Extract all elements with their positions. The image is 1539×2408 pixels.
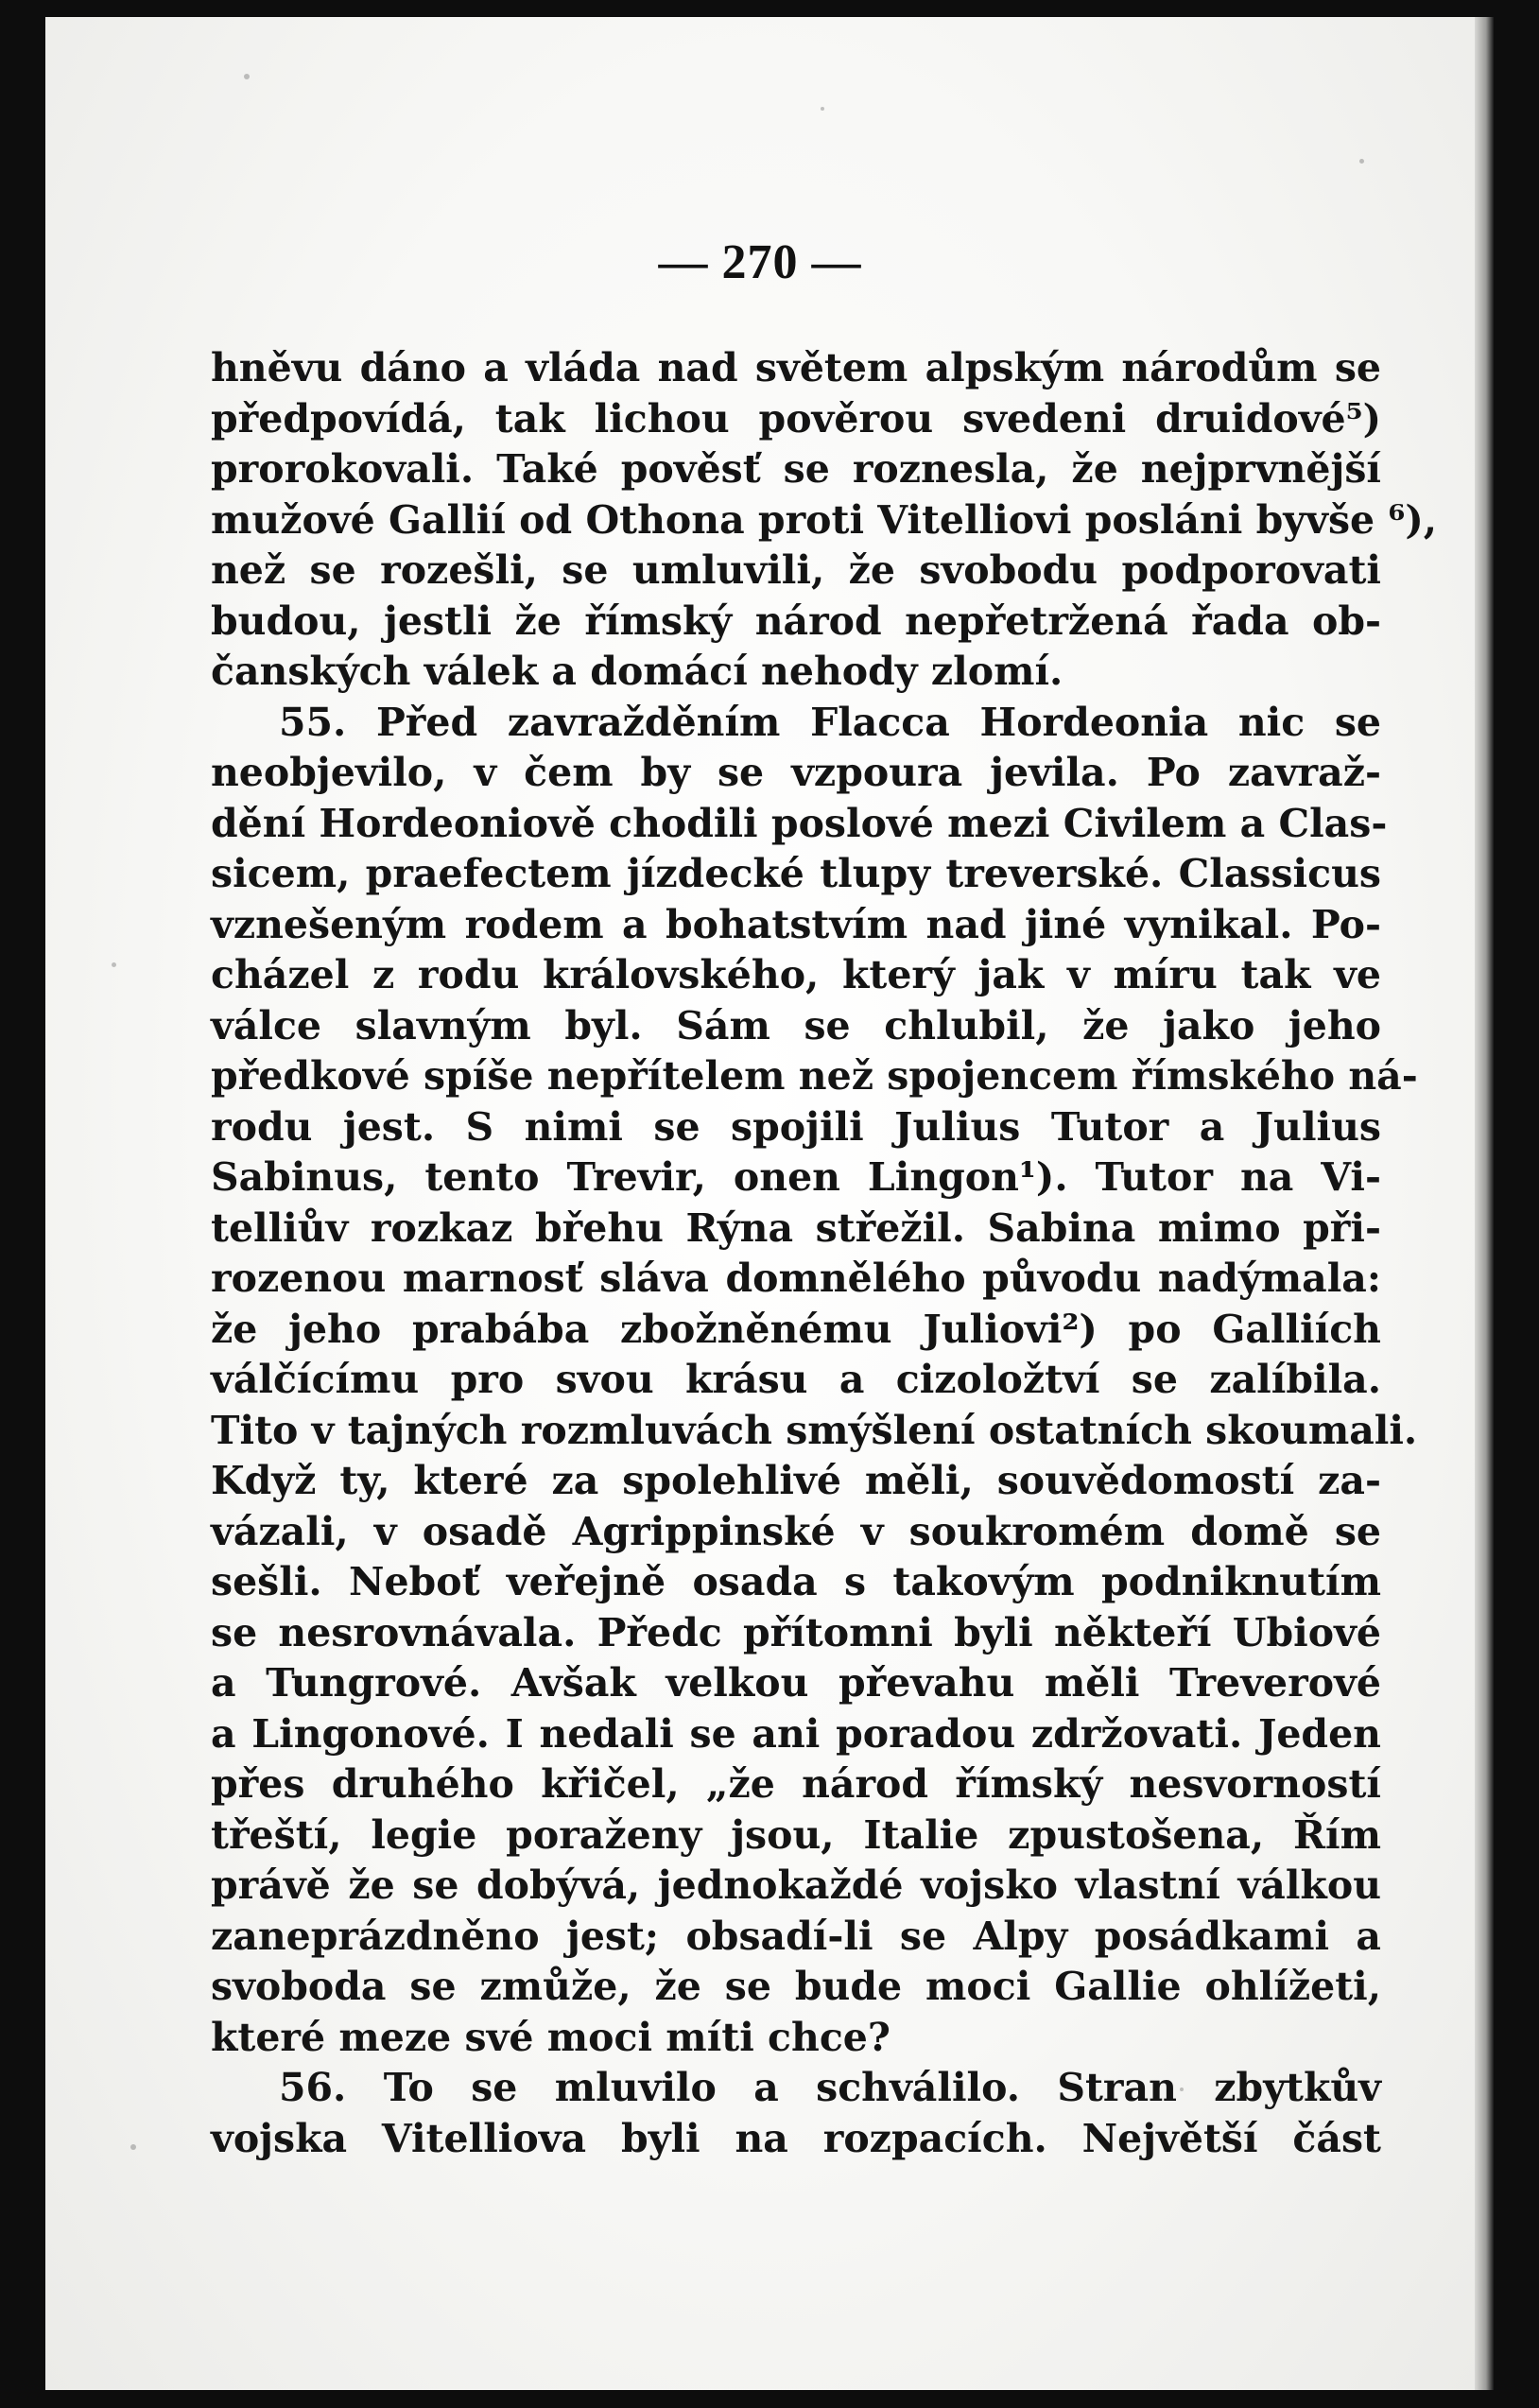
text-line: právě že se dobývá, jednokaždé vojsko vlastní válkou [211,1862,1381,1908]
page-number: — 270 — [658,235,862,289]
page-edge-shadow [1475,17,1494,2390]
book-page [45,17,1475,2390]
text-line: budou, jestli že římský národ nepřetržená řada ob- [211,598,1381,644]
text-line: hněvu dáno a vláda nad světem alpským národům se [211,345,1381,390]
text-line: třeští, legie poraženy jsou, Italie zpustošena, Řím [211,1811,1381,1858]
text-line: čanských válek a domácí nehody zlomí. [211,649,1063,694]
text-line: předkové spíše nepřítelem než spojencem římského ná- [211,1053,1418,1099]
text-line: se nesrovnávala. Předc přítomni byli někteří Ubiové [211,1609,1381,1655]
text-line: a Tungrové. Avšak velkou převahu měli Treverové [211,1660,1381,1706]
text-line: zaneprázdněno jest; obsadí-li se Alpy posádkami a [211,1913,1381,1959]
text-line: než se rozešli, se umluvili, že svobodu podporovati [211,547,1381,593]
text-line: rozenou marnosť sláva domnělého původu nadýmala: [211,1256,1381,1301]
dust-speck [821,107,824,111]
text-line: dění Hordeoniově chodili poslové mezi Civilem a Clas- [211,800,1388,846]
text-line: neobjevilo, v čem by se vzpoura jevila. Po zavraž- [211,750,1381,795]
text-line: cházel z rodu královského, který jak v míru tak ve [211,952,1381,997]
text-line: rodu jest. S nimi se spojili Julius Tutor a Julius [211,1103,1381,1150]
text-line: 56. To se mluvilo a schválilo. Stran zbytkův [279,2065,1381,2110]
text-line: prorokovali. Také pověsť se roznesla, že nejprvnější [211,446,1381,492]
dust-speck [112,962,116,967]
text-line: a Lingonové. I nedali se ani poradou zdržovati. Jeden [211,1710,1381,1757]
text-line: vojska Vitelliova byli na rozpacích. Největší část [211,2115,1381,2161]
text-line: že jeho prabába zbožněnému Juliovi²) po Galliích [211,1306,1381,1352]
text-line: sicem, praefectem jízdecké tlupy treverské. Classicus [211,851,1381,896]
text-line: válce slavným byl. Sám se chlubil, že jako jeho [211,1002,1381,1048]
text-line: vznešeným rodem a bohatstvím nad jiné vynikal. Po- [211,901,1381,947]
text-line: telliův rozkaz břehu Rýna střežil. Sabina mimo při- [211,1204,1381,1251]
text-line: přes druhého křičel, „že národ římský nesvorností [211,1761,1381,1807]
text-line: svoboda se zmůže, že se bude moci Gallie ohlížeti, [211,1964,1381,2009]
dust-speck [130,2144,136,2150]
text-line: sešli. Neboť veřejně osada s takovým podniknutím [211,1559,1381,1604]
dust-speck [244,74,250,79]
page-body-text [211,343,1438,2164]
text-line: Když ty, které za spolehlivé měli, souvědomostí za- [211,1458,1381,1503]
text-line: které meze své moci míti chce? [211,2014,891,2060]
text-line: mužové Gallií od Othona proti Vitelliovi posláni byvše ⁶), [211,496,1438,543]
text-line: předpovídá, tak lichou pověrou svedeni druidové⁵) [211,395,1381,442]
text-line: 55. Před zavražděním Flacca Hordeonia nic se [279,699,1381,745]
text-line: válčícímu pro svou krásu a cizoložtví se zalíbila. [211,1357,1381,1402]
text-line: Sabinus, tento Trevir, onen Lingon¹). Tutor na Vi- [211,1154,1381,1200]
dust-speck [1359,159,1364,164]
text-line: vázali, v osadě Agrippinské v soukromém domě se [211,1508,1381,1554]
text-line: Tito v tajných rozmluvách smýšlení ostatních skoumali. [211,1407,1418,1453]
